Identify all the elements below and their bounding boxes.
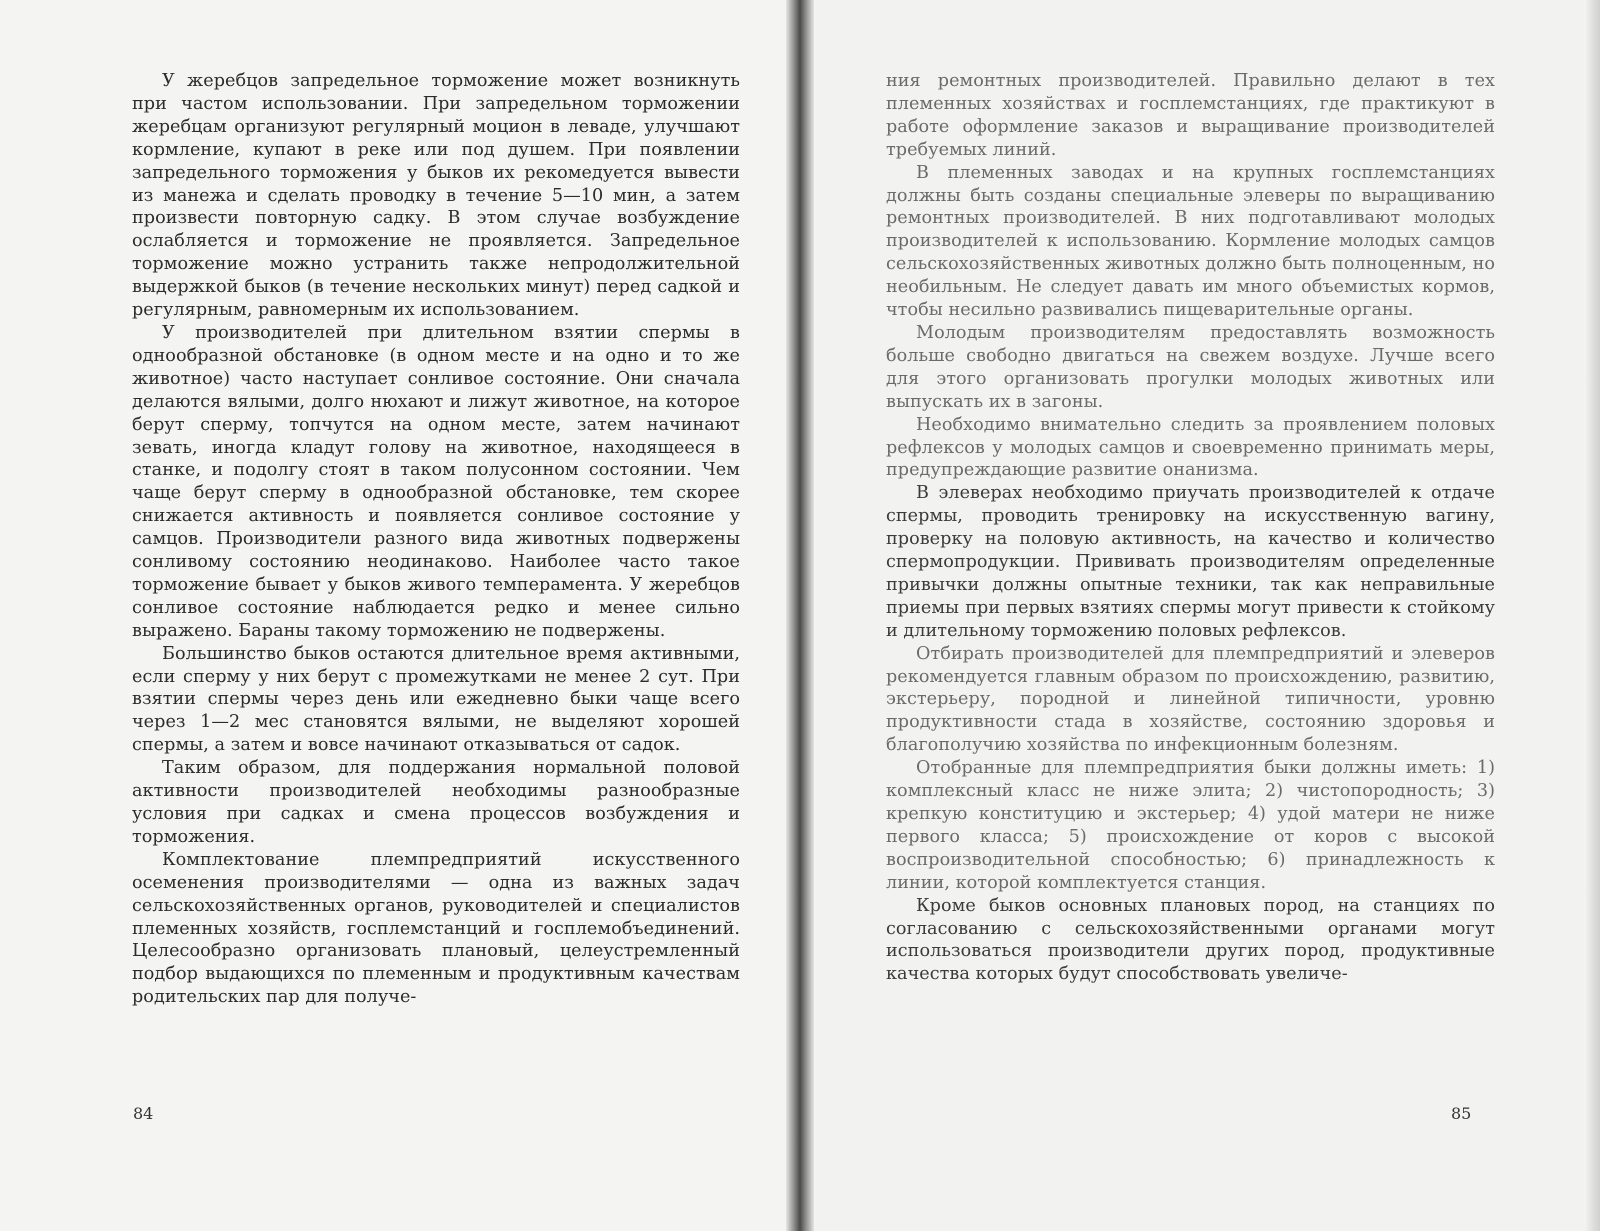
paragraph: ния ремонтных производителей. Правильно делают в тех племенных хозяйствах и госплемстанциях, где практикуют в работе оформление заказов и выращивание производителей требуемых линий. [886,71,1495,160]
page-number-left: 84 [133,1104,154,1123]
paragraph: В элеверах необходимо приучать производителей к отдаче спермы, проводить тренировку на искусственную вагину, проверку на половую активность, на качество и количество спермопродукции. Прививать производителям определенные привычки должны опытные техники, так как неправильные приемы при первых взятиях спермы могут привести к стойкому и длительному торможению половых рефлексов. [886,483,1495,641]
page-number-right: 85 [1451,1104,1472,1123]
paragraph: Отбирать производителей для племпредприятий и элеверов рекомендуется главным образом по происхождению, развитию, экстерьеру, породной и линейной типичности, уровню продуктивности стада в хозяйстве, состоянию здоровья и благополучию хозяйства по инфекционным болезням. [886,643,1495,756]
page-edge-shadow [1586,0,1600,1231]
paragraph: Большинство быков остаются длительное время активными, если сперму у них берут с промежутками не менее 2 сут. При взятии спермы через день или ежедневно быки чаще всего через 1—2 мес становятся вялыми, не выделяют хорошей спермы, а затем и вовсе начинают отказываться от садок. [132,643,740,756]
right-page [800,0,1600,1231]
paragraph: Необходимо внимательно следить за проявлением половых рефлексов у молодых самцов и своевременно принимать меры, предупреждающие развитие онанизма. [886,414,1495,481]
paragraph: Комплектование племпредприятий искусственного осеменения производителями — одна из важных задач сельскохозяйственных органов, руководителей и специалистов племенных хозяйств, госплемстанций и госплемобъединений. Целесообразно организовать плановый, целеустремленный подбор выдающихся по племенным и продуктивным качествам родительских пар для получе- [132,849,740,1008]
paragraph: У жеребцов запредельное торможение может возникнуть при частом использовании. При запредельном торможении жеребцам организуют регулярный моцион в леваде, улучшают кормление, купают в реке или под душем. При появлении запредельного торможения у быков их рекомедуется вывести из манежа и сделать проводку в течение 5—10 мин, а затем произвести повторную садку. В этом случае возбуждение ослабляется и торможение не проявляется. Запредельное торможение можно устранить также непродолжительной выдержкой быков (в течение нескольких минут) перед садкой и регулярным, равномерным их использованием. [132,71,740,321]
paragraph: У производителей при длительном взятии спермы в однообразной обстановке (в одном месте и на одно и то же животное) часто наступает сонливое состояние. Они сначала делаются вялыми, долго нюхают и лижут животное, на которое берут сперму, топчутся на одном месте, затем начинают зевать, иногда кладут голову на животное, находящееся в станке, и подолгу стоят в таком полусонном состоянии. Чем чаще берут сперму в однообразной обстановке, тем скорее снижается активность и появляется сонливое состояние у самцов. Производители разного вида животных подвержены сонливому состоянию неодинаково. Наиболее часто такое торможение бывает у быков живого темперамента. У жеребцов сонливое состояние наблюдается редко и менее сильно выражено. Бараны такому торможению не подвержены. [132,322,740,641]
paragraph: Кроме быков основных плановых пород, на станциях по согласованию с сельскохозяйственными органами могут использоваться производители других пород, продуктивные качества которых будут способствовать увеличе- [886,895,1495,985]
book-gutter-shadow [786,0,814,1231]
paragraph: Молодым производителям предоставлять возможность больше свободно двигаться на свежем воздухе. Лучше всего для этого организовать прогулки молодых животных или выпускать их в загоны. [886,322,1495,412]
paragraph: В племенных заводах и на крупных госплемстанциях должны быть созданы специальные элеверы по выращиванию ремонтных производителей. В них подготавливают молодых производителей к использованию. Кормление молодых самцов сельскохозяйственных животных должно быть полноценным, но необильным. Не следует давать им много объемистых кормов, чтобы несильно развивались пищеварительные органы. [886,162,1495,321]
right-text-column [886,70,1495,986]
paragraph: Таким образом, для поддержания нормальной половой активности производителей необходимы разнообразные условия при садках и смена процессов возбуждения и торможения. [132,758,740,847]
left-text-column [132,70,740,1009]
paragraph: Отобранные для племпредприятия быки должны иметь: 1) комплексный класс не ниже элита; 2) чистопородность; 3) крепкую конституцию и экстерьер; 4) удой матери не ниже первого класса; 5) происхождение от коров с высокой воспроизводительной способностью; 6) принадлежность к линии, которой комплектуется станция. [886,758,1495,893]
